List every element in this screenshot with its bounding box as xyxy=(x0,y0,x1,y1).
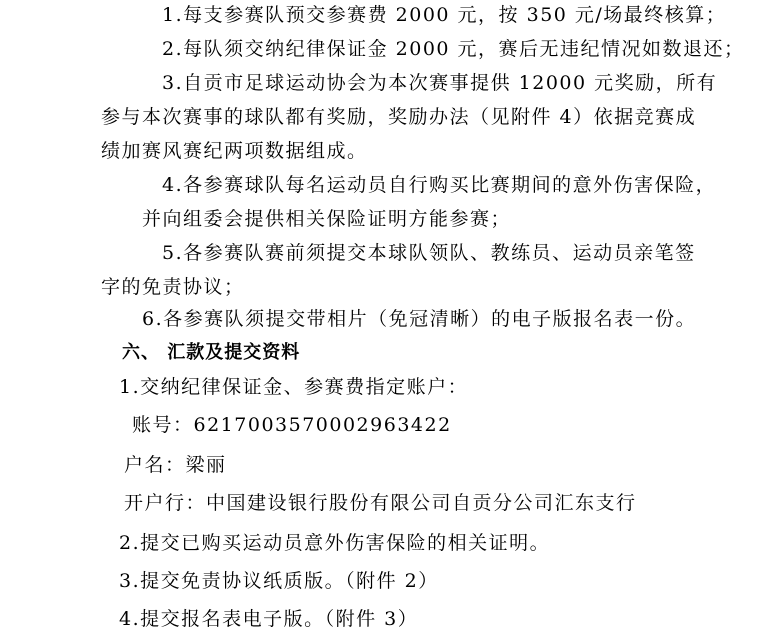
payment-intro: 1.交纳纪律保证金、参赛费指定账户： xyxy=(119,376,469,398)
submission-2: 2.提交已购买运动员意外伤害保险的相关证明。 xyxy=(119,532,551,554)
submission-4: 4.提交报名表电子版。（附件 3） xyxy=(119,608,419,630)
account-name: 户名：梁丽 xyxy=(124,454,227,476)
rule-3-line-2: 参与本次赛事的球队都有奖励，奖励办法（见附件 4）依据竞赛成 xyxy=(101,106,697,128)
rule-3-line-1: 3.自贡市足球运动协会为本次赛事提供 12000 元奖励，所有 xyxy=(162,72,718,94)
rule-4-line-1: 4.各参赛球队每名运动员自行购买比赛期间的意外伤害保险， xyxy=(162,174,717,196)
rule-1: 1.每支参赛队预交参赛费 2000 元，按 350 元/场最终核算； xyxy=(162,4,727,26)
submission-3: 3.提交免责协议纸质版。（附件 2） xyxy=(119,570,439,592)
account-number: 账号：6217003570002963422 xyxy=(132,414,452,436)
section-heading: 六、 汇款及提交资料 xyxy=(122,342,301,363)
rule-6: 6.各参赛队须提交带相片（免冠清晰）的电子版报名表一份。 xyxy=(142,308,697,330)
rule-4-line-2: 并向组委会提供相关保险证明方能参赛； xyxy=(142,208,512,230)
rule-5-line-2: 字的免责协议； xyxy=(101,276,245,298)
rule-5-line-1: 5.各参赛队赛前须提交本球队领队、教练员、运动员亲笔签 xyxy=(162,242,696,264)
rule-2: 2.每队须交纳纪律保证金 2000 元，赛后无违纪情况如数退还； xyxy=(162,38,745,60)
rule-3-line-3: 绩加赛风赛纪两项数据组成。 xyxy=(101,140,368,162)
bank-name: 开户行：中国建设银行股份有限公司自贡分公司汇东支行 xyxy=(124,492,637,514)
